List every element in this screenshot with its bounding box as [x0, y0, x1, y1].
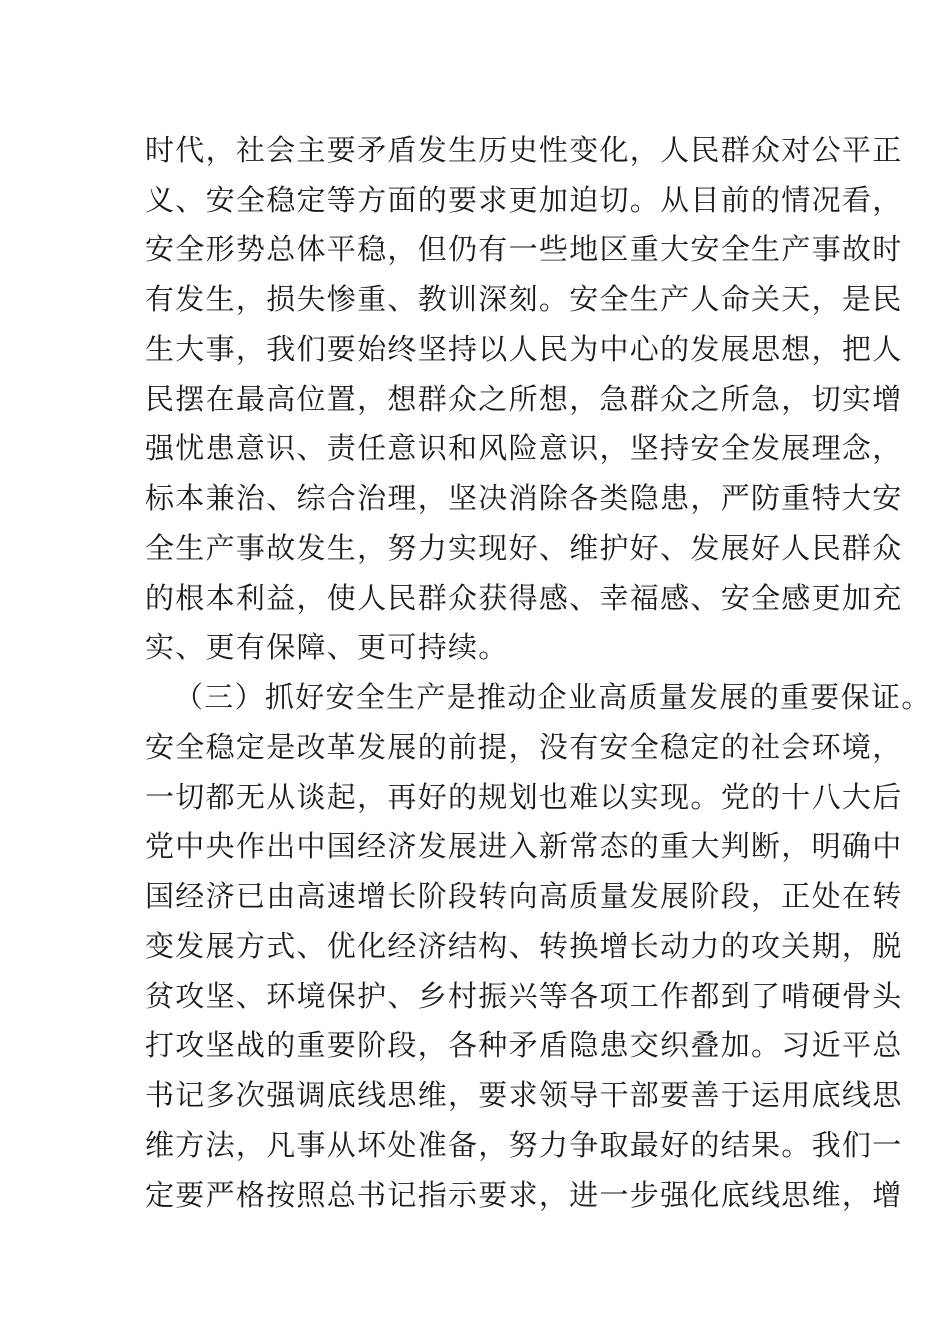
body-text-line: 有发生，损失惨重、教训深刻。安全生产人命关天，是民 — [145, 282, 903, 316]
body-text-line: 安全形势总体平稳，但仍有一些地区重大安全生产事故时 — [145, 232, 903, 266]
body-text-line: 一切都无从谈起，再好的规划也难以实现。党的十八大后 — [145, 780, 903, 814]
body-text-line: 全生产事故发生，努力实现好、维护好、发展好人民群众 — [145, 531, 903, 565]
body-text-line: 党中央作出中国经济发展进入新常态的重大判断，明确中 — [145, 829, 903, 863]
body-text-line: 定要严格按照总书记指示要求，进一步强化底线思维，增 — [145, 1178, 903, 1212]
body-text-line: 生大事，我们要始终坚持以人民为中心的发展思想，把人 — [145, 332, 903, 366]
body-text-line: 民摆在最高位置，想群众之所想，急群众之所急，切实增 — [145, 382, 903, 416]
body-text-line: 义、安全稳定等方面的要求更加迫切。从目前的情况看， — [145, 183, 903, 217]
body-text-line: 打攻坚战的重要阶段，各种矛盾隐患交织叠加。习近平总 — [145, 1028, 903, 1062]
body-text-line: 贫攻坚、环境保护、乡村振兴等各项工作都到了啃硬骨头 — [145, 979, 903, 1013]
body-text-line: 维方法，凡事从坏处准备，努力争取最好的结果。我们一 — [145, 1128, 903, 1162]
body-text-line: 强忧患意识、责任意识和风险意识，坚持安全发展理念， — [145, 431, 903, 465]
body-text-line: 的根本利益，使人民群众获得感、幸福感、安全感更加充 — [145, 581, 903, 615]
body-text-line: 实、更有保障、更可持续。 — [145, 630, 509, 664]
body-text-line: 国经济已由高速增长阶段转向高质量发展阶段，正处在转 — [145, 879, 903, 913]
body-text-line: 书记多次强调底线思维，要求领导干部要善于运用底线思 — [145, 1078, 903, 1112]
body-text-line: 变发展方式、优化经济结构、转换增长动力的攻关期，脱 — [145, 929, 903, 963]
body-text-line: 时代，社会主要矛盾发生历史性变化，人民群众对公平正 — [145, 133, 903, 167]
body-text-line: 安全稳定是改革发展的前提，没有安全稳定的社会环境， — [145, 730, 903, 764]
section-heading: （三）抓好安全生产是推动企业高质量发展的重要保证。 — [174, 680, 932, 714]
body-text-line: 标本兼治、综合治理，坚决消除各类隐患，严防重特大安 — [145, 481, 903, 515]
